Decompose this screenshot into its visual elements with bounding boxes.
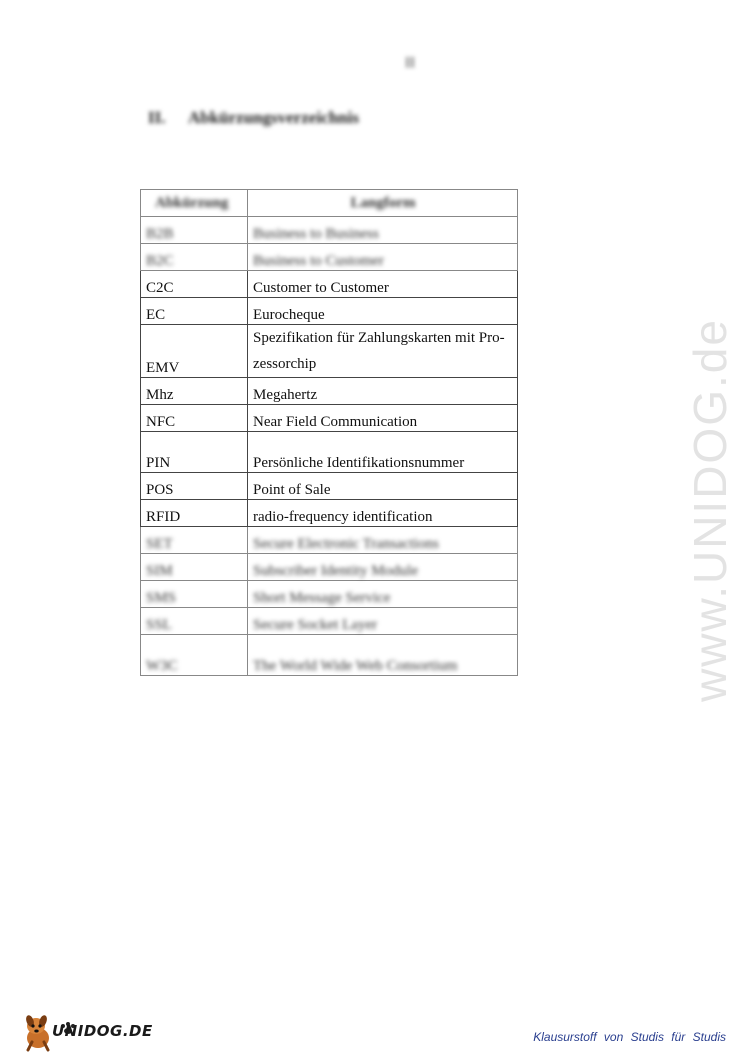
table-row <box>141 581 518 608</box>
column-header-abbreviation: Abkürzung <box>141 190 248 217</box>
column-header-longform: Langform <box>248 190 518 217</box>
longform-cell: Secure Electronic Transactions <box>248 527 518 554</box>
table-row <box>141 271 518 298</box>
abbr-cell: RFID <box>141 500 248 527</box>
longform-cell: Point of Sale <box>248 473 518 500</box>
abbr-cell: SSL <box>141 608 248 635</box>
abbr-cell: EC <box>141 298 248 325</box>
abbr-cell: PIN <box>141 432 248 473</box>
longform-cell: Subscriber Identity Module <box>248 554 518 581</box>
abbr-cell: B2B <box>141 217 248 244</box>
abbr-cell: NFC <box>141 405 248 432</box>
table-row <box>141 405 518 432</box>
abbr-cell: W3C <box>141 635 248 676</box>
table-row <box>141 217 518 244</box>
longform-cell: The World Wide Web Consortium <box>248 635 518 676</box>
section-number: II. <box>148 108 166 127</box>
abbr-cell: Mhz <box>141 378 248 405</box>
table-row <box>141 527 518 554</box>
table-row <box>141 432 518 473</box>
page-number: II <box>405 55 415 71</box>
longform-cell <box>248 325 518 378</box>
section-heading <box>148 108 359 128</box>
abbr-cell: B2C <box>141 244 248 271</box>
longform-cell: Customer to Customer <box>248 271 518 298</box>
longform-cell: Near Field Communication <box>248 405 518 432</box>
table-row <box>141 325 518 378</box>
abbr-cell: SIM <box>141 554 248 581</box>
longform-cell: Megahertz <box>248 378 518 405</box>
abbr-cell: SMS <box>141 581 248 608</box>
longform-cell: Business to Customer <box>248 244 518 271</box>
longform-cell: Business to Business <box>248 217 518 244</box>
table-row <box>141 378 518 405</box>
table-row <box>141 554 518 581</box>
table-header-row <box>141 190 518 217</box>
table-row <box>141 244 518 271</box>
section-title: Abkürzungsverzeichnis <box>188 108 359 127</box>
table-row <box>141 473 518 500</box>
abbr-cell: C2C <box>141 271 248 298</box>
abbreviation-table <box>140 189 518 676</box>
longform-line: zessorchip <box>253 356 317 372</box>
table-row <box>141 608 518 635</box>
longform-cell: Short Message Service <box>248 581 518 608</box>
longform-line: Spezifikation für Zahlungskarten mit Pro- <box>253 330 505 346</box>
abbr-cell: POS <box>141 473 248 500</box>
footer-tagline: Klausurstoff von Studis für Studis <box>533 1030 726 1044</box>
longform-cell: Secure Socket Layer <box>248 608 518 635</box>
longform-cell: radio-frequency identification <box>248 500 518 527</box>
longform-cell: Eurocheque <box>248 298 518 325</box>
table-row <box>141 635 518 676</box>
longform-cell: Persönliche Identifikationsnummer <box>248 432 518 473</box>
logo-text: UNIDOG.DE <box>52 1022 153 1040</box>
table-row <box>141 500 518 527</box>
watermark: www.UNIDOG.de <box>684 318 736 702</box>
abbr-cell: EMV <box>141 325 248 378</box>
table-row <box>141 298 518 325</box>
abbr-cell: SET <box>141 527 248 554</box>
